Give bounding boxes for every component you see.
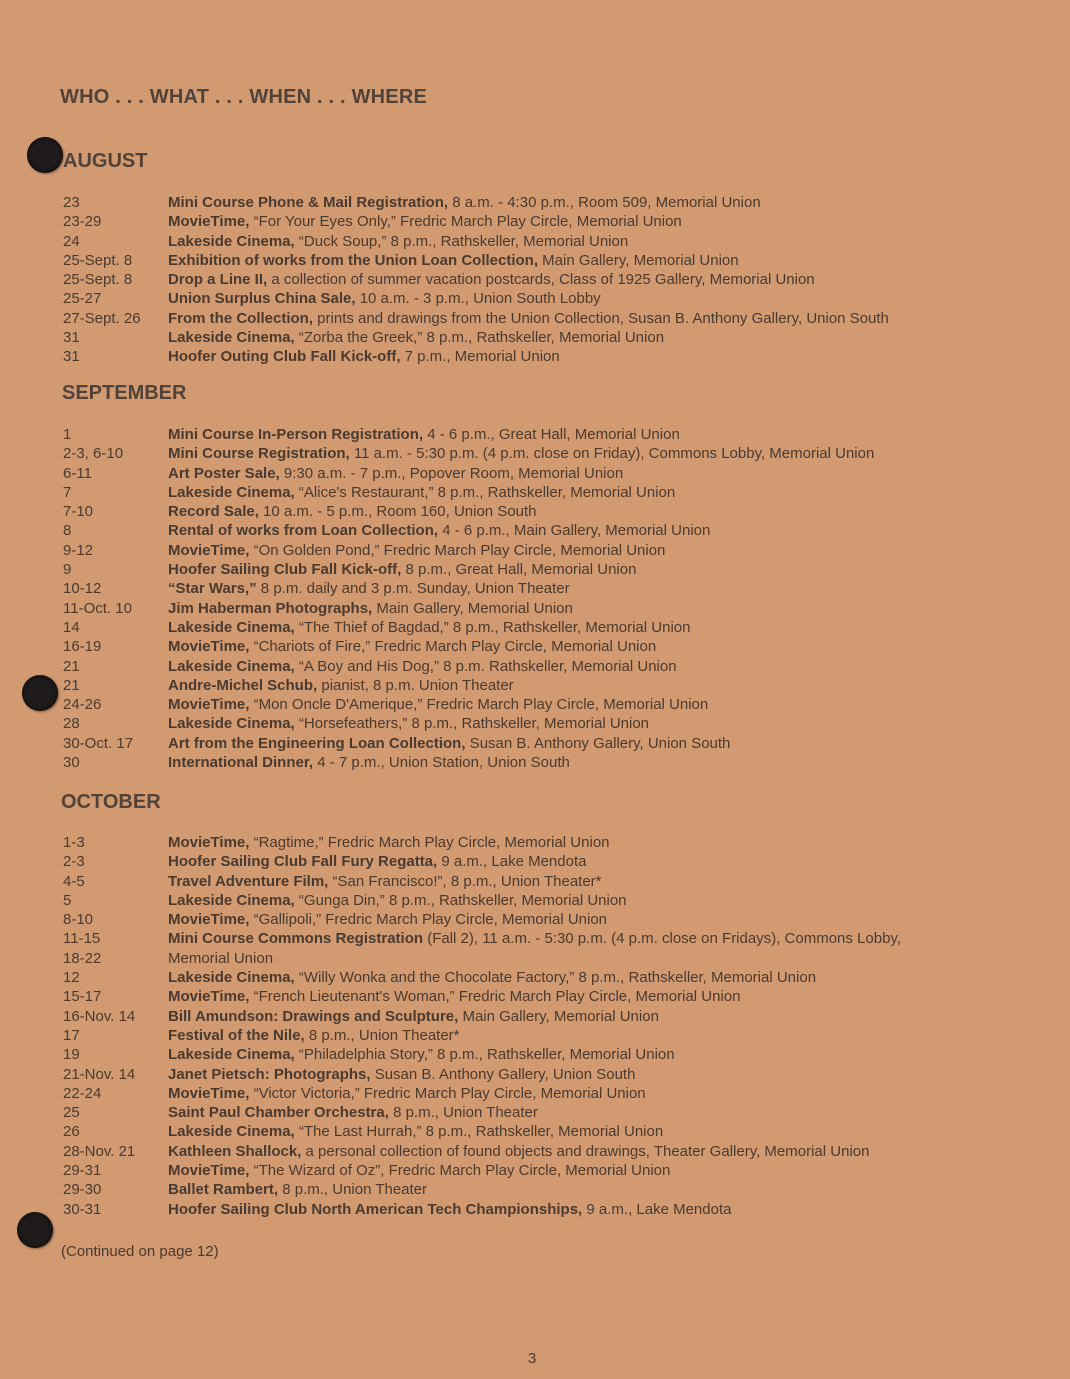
event-description (168, 1103, 538, 1122)
event-list-october (0, 833, 1070, 1219)
event-description (168, 425, 680, 444)
punch-hole-top (27, 137, 63, 173)
event-description (168, 676, 514, 695)
event-detail: Main Gallery, Memorial Union (372, 599, 573, 617)
event-detail: “The Last Hurrah,” 8 p.m., Rathskeller, Memorial Union (294, 1123, 664, 1141)
event-detail: 8 p.m., Great Hall, Memorial Union (401, 561, 637, 579)
event-description (168, 599, 573, 618)
event-detail: Susan B. Anthony Gallery, Union South (465, 734, 731, 752)
event-detail: 9 a.m., Lake Mendota (437, 853, 587, 871)
event-detail: pianist, 8 p.m. Union Theater (317, 676, 514, 694)
event-detail: “Alice's Restaurant,” 8 p.m., Rathskeller, Memorial Union (294, 483, 676, 501)
event-name: Hoofer Outing Club Fall Kick-off, (168, 348, 401, 366)
event-row (0, 1161, 1070, 1180)
event-detail: “Zorba the Greek,” 8 p.m., Rathskeller, Memorial Union (294, 329, 665, 347)
event-name: Andre-Michel Schub, (168, 676, 318, 694)
event-detail: (Fall 2), 11 a.m. - 5:30 p.m. (4 p.m. close on Fridays), Commons Lobby, (423, 930, 901, 948)
event-name: Lakeside Cinema, (168, 232, 295, 250)
event-row (0, 618, 1070, 637)
event-detail: “Ragtime,” Fredric March Play Circle, Memorial Union (249, 834, 610, 851)
event-row (0, 852, 1070, 871)
event-name: MovieTime, (168, 834, 250, 851)
event-name: Hoofer Sailing Club North American Tech Championships, (168, 1200, 583, 1218)
event-description (168, 444, 874, 463)
event-date: 10-12 (63, 580, 102, 598)
event-name: Travel Adventure Film, (168, 872, 329, 890)
event-row (0, 949, 1070, 968)
event-row (0, 289, 1070, 308)
event-name: Janet Pietsch: Photographs, (168, 1065, 371, 1083)
event-row (0, 1065, 1070, 1084)
event-date: 7-10 (63, 503, 94, 521)
event-detail: 4 - 6 p.m., Great Hall, Memorial Union (423, 426, 680, 443)
event-date: 1-3 (63, 834, 85, 851)
event-detail: 9 a.m., Lake Mendota (582, 1200, 732, 1218)
event-row (0, 309, 1070, 328)
event-detail: “Horsefeathers,” 8 p.m., Rathskeller, Memorial Union (294, 715, 650, 733)
event-detail: 10 a.m. - 3 p.m., Union South Lobby (355, 290, 601, 308)
event-date: 12 (63, 969, 80, 987)
event-name: MovieTime, (168, 213, 250, 231)
event-detail: “Gunga Din,” 8 p.m., Rathskeller, Memorial Union (294, 891, 627, 909)
event-description (168, 289, 601, 308)
event-description (168, 541, 665, 560)
event-date: 27-Sept. 26 (63, 309, 141, 327)
event-row (0, 599, 1070, 618)
event-date: 21 (63, 657, 80, 675)
event-date: 25-27 (63, 290, 102, 308)
event-date: 11-15 (63, 930, 101, 948)
event-date: 7 (63, 483, 72, 501)
month-heading-october: OCTOBER (61, 791, 161, 813)
event-detail: 4 - 7 p.m., Union Station, Union South (313, 754, 570, 772)
event-date: 23-29 (63, 213, 102, 231)
event-detail: “The Thief of Bagdad,” 8 p.m., Rathskeller, Memorial Union (294, 618, 691, 636)
event-row (0, 232, 1070, 251)
event-row (0, 483, 1070, 502)
month-heading-september: SEPTEMBER (62, 382, 187, 404)
event-detail: 8 a.m. - 4:30 p.m., Room 509, Memorial Union (448, 194, 761, 211)
event-row (0, 193, 1070, 212)
event-description (168, 833, 610, 852)
event-row (0, 1007, 1070, 1026)
event-date: 24 (63, 232, 80, 250)
event-name: Lakeside Cinema, (168, 618, 295, 636)
event-description (168, 1026, 460, 1045)
event-name: Mini Course Commons Registration (168, 930, 424, 948)
event-row (0, 872, 1070, 891)
event-row (0, 695, 1070, 714)
event-name: Kathleen Shallock, (168, 1142, 302, 1160)
event-name: Union Surplus China Sale, (168, 290, 356, 308)
event-date: 30-31 (63, 1200, 102, 1218)
event-date: 9-12 (63, 541, 94, 559)
event-date: 15-17 (63, 988, 102, 1006)
event-row (0, 910, 1070, 929)
page-number: 3 (528, 1350, 537, 1367)
page-title: WHO . . . WHAT . . . WHEN . . . WHERE (60, 86, 428, 108)
event-detail: 9:30 a.m. - 7 p.m., Popover Room, Memorial Union (279, 464, 624, 482)
event-description (168, 657, 677, 676)
month-heading-august: AUGUST (63, 150, 148, 172)
event-description (168, 1200, 731, 1219)
event-description (168, 618, 690, 637)
event-description (168, 968, 816, 987)
event-name: Lakeside Cinema, (168, 657, 295, 675)
event-description (168, 949, 273, 968)
event-description (168, 464, 623, 483)
event-row (0, 637, 1070, 656)
event-detail: “Willy Wonka and the Chocolate Factory,” 8 p.m., Rathskeller, Memorial Union (294, 969, 817, 987)
event-list-september (0, 425, 1070, 772)
event-detail: “Philadelphia Story,” 8 p.m., Rathskeller, Memorial Union (294, 1046, 675, 1064)
event-detail: 4 - 6 p.m., Main Gallery, Memorial Union (438, 522, 711, 540)
event-name: MovieTime, (168, 1162, 250, 1180)
event-name: Rental of works from Loan Collection, (168, 522, 439, 540)
event-name: MovieTime, (168, 696, 250, 714)
event-detail: “Chariots of Fire,” Fredric March Play Circle, Memorial Union (249, 638, 657, 656)
event-name: Lakeside Cinema, (168, 483, 295, 501)
event-description (168, 753, 570, 772)
event-date: 21 (63, 676, 80, 694)
event-detail: “Victor Victoria,” Fredric March Play Circle, Memorial Union (249, 1084, 646, 1102)
event-list-august (0, 193, 1070, 367)
event-description (168, 1084, 646, 1103)
event-description (168, 579, 570, 598)
event-row (0, 1026, 1070, 1045)
event-name: Lakeside Cinema, (168, 891, 295, 909)
event-detail: 8 p.m., Union Theater* (304, 1026, 460, 1044)
event-date: 19 (63, 1046, 80, 1064)
event-row (0, 1142, 1070, 1161)
event-description (168, 1122, 663, 1141)
event-row (0, 1122, 1070, 1141)
event-description (168, 734, 730, 753)
event-detail: 10 a.m. - 5 p.m., Room 160, Union South (258, 503, 537, 521)
event-row (0, 502, 1070, 521)
event-row (0, 347, 1070, 366)
event-date: 2-3 (63, 853, 85, 871)
event-description (168, 695, 708, 714)
event-detail: “French Lieutenant's Woman,” Fredric March Play Circle, Memorial Union (249, 988, 741, 1006)
event-detail: 8 p.m., Union Theater (388, 1104, 538, 1122)
event-date: 16-Nov. 14 (63, 1007, 136, 1025)
event-detail: Susan B. Anthony Gallery, Union South (370, 1065, 636, 1083)
event-row (0, 833, 1070, 852)
event-description (168, 891, 627, 910)
event-name: Ballet Rambert, (168, 1181, 279, 1199)
event-name: Mini Course Phone & Mail Registration, (168, 194, 449, 211)
event-description (168, 872, 602, 891)
event-name: Lakeside Cinema, (168, 715, 295, 733)
event-description (168, 852, 586, 871)
event-date: 17 (63, 1026, 80, 1044)
event-row (0, 968, 1070, 987)
event-name: “Star Wars,” (168, 580, 257, 598)
event-description (168, 1007, 659, 1026)
event-row (0, 464, 1070, 483)
event-description (168, 347, 560, 366)
event-row (0, 714, 1070, 733)
event-date: 4-5 (63, 872, 85, 890)
event-description (168, 270, 815, 289)
event-name: Hoofer Sailing Club Fall Fury Regatta, (168, 853, 438, 871)
event-row (0, 929, 1070, 948)
event-row (0, 444, 1070, 463)
event-name: MovieTime, (168, 1084, 250, 1102)
event-description (168, 232, 628, 251)
event-date: 30-Oct. 17 (63, 734, 134, 752)
event-date: 16-19 (63, 638, 102, 656)
event-name: Exhibition of works from the Union Loan Collection, (168, 251, 538, 269)
event-description (168, 521, 710, 540)
event-row (0, 1103, 1070, 1122)
event-date: 6-11 (63, 464, 92, 482)
event-name: Saint Paul Chamber Orchestra, (168, 1104, 389, 1122)
event-row (0, 676, 1070, 695)
event-description (168, 637, 656, 656)
event-description (168, 193, 761, 212)
event-detail: “On Golden Pond,” Fredric March Play Circle, Memorial Union (249, 541, 666, 559)
event-detail: a collection of summer vacation postcards, Class of 1925 Gallery, Memorial Union (267, 271, 815, 289)
event-detail: “Duck Soup,” 8 p.m., Rathskeller, Memorial Union (294, 232, 629, 250)
event-detail: 7 p.m., Memorial Union (400, 348, 560, 366)
event-description (168, 929, 901, 948)
event-date: 30 (63, 754, 80, 772)
event-name: Hoofer Sailing Club Fall Kick-off, (168, 561, 402, 579)
event-detail: 8 p.m. daily and 3 p.m. Sunday, Union Theater (256, 580, 570, 598)
event-date: 9 (63, 561, 72, 579)
event-description (168, 309, 889, 328)
event-date: 26 (63, 1123, 80, 1141)
event-name: Lakeside Cinema, (168, 1123, 295, 1141)
event-name: Mini Course In-Person Registration, (168, 426, 424, 443)
event-description (168, 560, 636, 579)
event-name: Festival of the Nile, (168, 1026, 305, 1044)
event-row (0, 1180, 1070, 1199)
event-row (0, 328, 1070, 347)
event-row (0, 891, 1070, 910)
event-row (0, 579, 1070, 598)
event-detail: prints and drawings from the Union Collection, Susan B. Anthony Gallery, Union South (313, 309, 889, 327)
event-row (0, 753, 1070, 772)
event-description (168, 251, 739, 270)
event-date: 14 (63, 618, 80, 636)
event-detail: Memorial Union (168, 949, 274, 967)
event-description (168, 1161, 670, 1180)
event-row (0, 734, 1070, 753)
event-name: Mini Course Registration, (168, 445, 350, 463)
event-date: 25-Sept. 8 (63, 251, 133, 269)
event-row (0, 1045, 1070, 1064)
event-date: 31 (63, 348, 80, 366)
event-description (168, 1045, 675, 1064)
event-detail: 11 a.m. - 5:30 p.m. (4 p.m. close on Friday), Commons Lobby, Memorial Union (349, 445, 875, 463)
event-row (0, 657, 1070, 676)
event-description (168, 910, 607, 929)
event-detail: “Gallipoli,” Fredric March Play Circle, Memorial Union (249, 911, 608, 929)
event-description (168, 1142, 869, 1161)
event-row (0, 521, 1070, 540)
event-name: Record Sale, (168, 503, 259, 521)
event-description (168, 1065, 635, 1084)
event-date: 31 (63, 329, 80, 347)
event-date: 5 (63, 891, 72, 909)
event-name: From the Collection, (168, 309, 314, 327)
event-date: 8 (63, 522, 72, 540)
event-description (168, 714, 649, 733)
event-detail: “The Wizard of Oz”, Fredric March Play Circle, Memorial Union (249, 1162, 671, 1180)
event-detail: “San Francisco!”, 8 p.m., Union Theater* (328, 872, 602, 890)
event-name: Lakeside Cinema, (168, 969, 295, 987)
event-name: Bill Amundson: Drawings and Sculpture, (168, 1007, 459, 1025)
event-name: MovieTime, (168, 911, 250, 929)
event-description (168, 987, 741, 1006)
event-date: 2-3, 6-10 (63, 445, 124, 463)
event-date: 22-24 (63, 1084, 102, 1102)
event-description (168, 483, 675, 502)
event-row (0, 987, 1070, 1006)
event-date: 29-30 (63, 1181, 102, 1199)
event-date: 28-Nov. 21 (63, 1142, 136, 1160)
event-row (0, 251, 1070, 270)
event-name: Lakeside Cinema, (168, 329, 295, 347)
continued-note: (Continued on page 12) (61, 1243, 219, 1260)
event-date: 25-Sept. 8 (63, 271, 133, 289)
event-row (0, 270, 1070, 289)
event-name: Drop a Line II, (168, 271, 268, 289)
event-detail: 8 p.m., Union Theater (278, 1181, 428, 1199)
event-row (0, 1084, 1070, 1103)
event-date: 29-31 (63, 1162, 102, 1180)
event-row (0, 541, 1070, 560)
event-detail: “Mon Oncle D'Amerique,” Fredric March Play Circle, Memorial Union (249, 696, 709, 714)
event-name: Jim Haberman Photographs, (168, 599, 373, 617)
event-name: MovieTime, (168, 988, 250, 1006)
event-name: Lakeside Cinema, (168, 1046, 295, 1064)
event-date: 21-Nov. 14 (63, 1065, 136, 1083)
event-name: MovieTime, (168, 541, 250, 559)
event-name: International Dinner, (168, 754, 314, 772)
event-detail: Main Gallery, Memorial Union (458, 1007, 659, 1025)
event-date: 25 (63, 1104, 80, 1122)
event-date: 11-Oct. 10 (63, 599, 132, 617)
event-date: 1 (63, 426, 72, 443)
event-row (0, 425, 1070, 444)
event-detail: a personal collection of found objects and drawings, Theater Gallery, Memorial Union (301, 1142, 870, 1160)
event-description (168, 212, 682, 231)
event-detail: Main Gallery, Memorial Union (538, 251, 739, 269)
event-row (0, 212, 1070, 231)
event-date: 23 (63, 194, 80, 211)
event-row (0, 560, 1070, 579)
event-description (168, 1180, 427, 1199)
event-description (168, 328, 664, 347)
event-name: Art from the Engineering Loan Collection, (168, 734, 466, 752)
event-date: 28 (63, 715, 80, 733)
event-date: 24-26 (63, 696, 102, 714)
event-description (168, 502, 537, 521)
event-detail: “For Your Eyes Only,” Fredric March Play Circle, Memorial Union (249, 213, 682, 231)
event-detail: “A Boy and His Dog,” 8 p.m. Rathskeller, Memorial Union (294, 657, 677, 675)
event-date: 8-10 (63, 911, 94, 929)
event-row (0, 1200, 1070, 1219)
event-name: Art Poster Sale, (168, 464, 280, 482)
event-name: MovieTime, (168, 638, 250, 656)
event-date: 18-22 (63, 949, 102, 967)
